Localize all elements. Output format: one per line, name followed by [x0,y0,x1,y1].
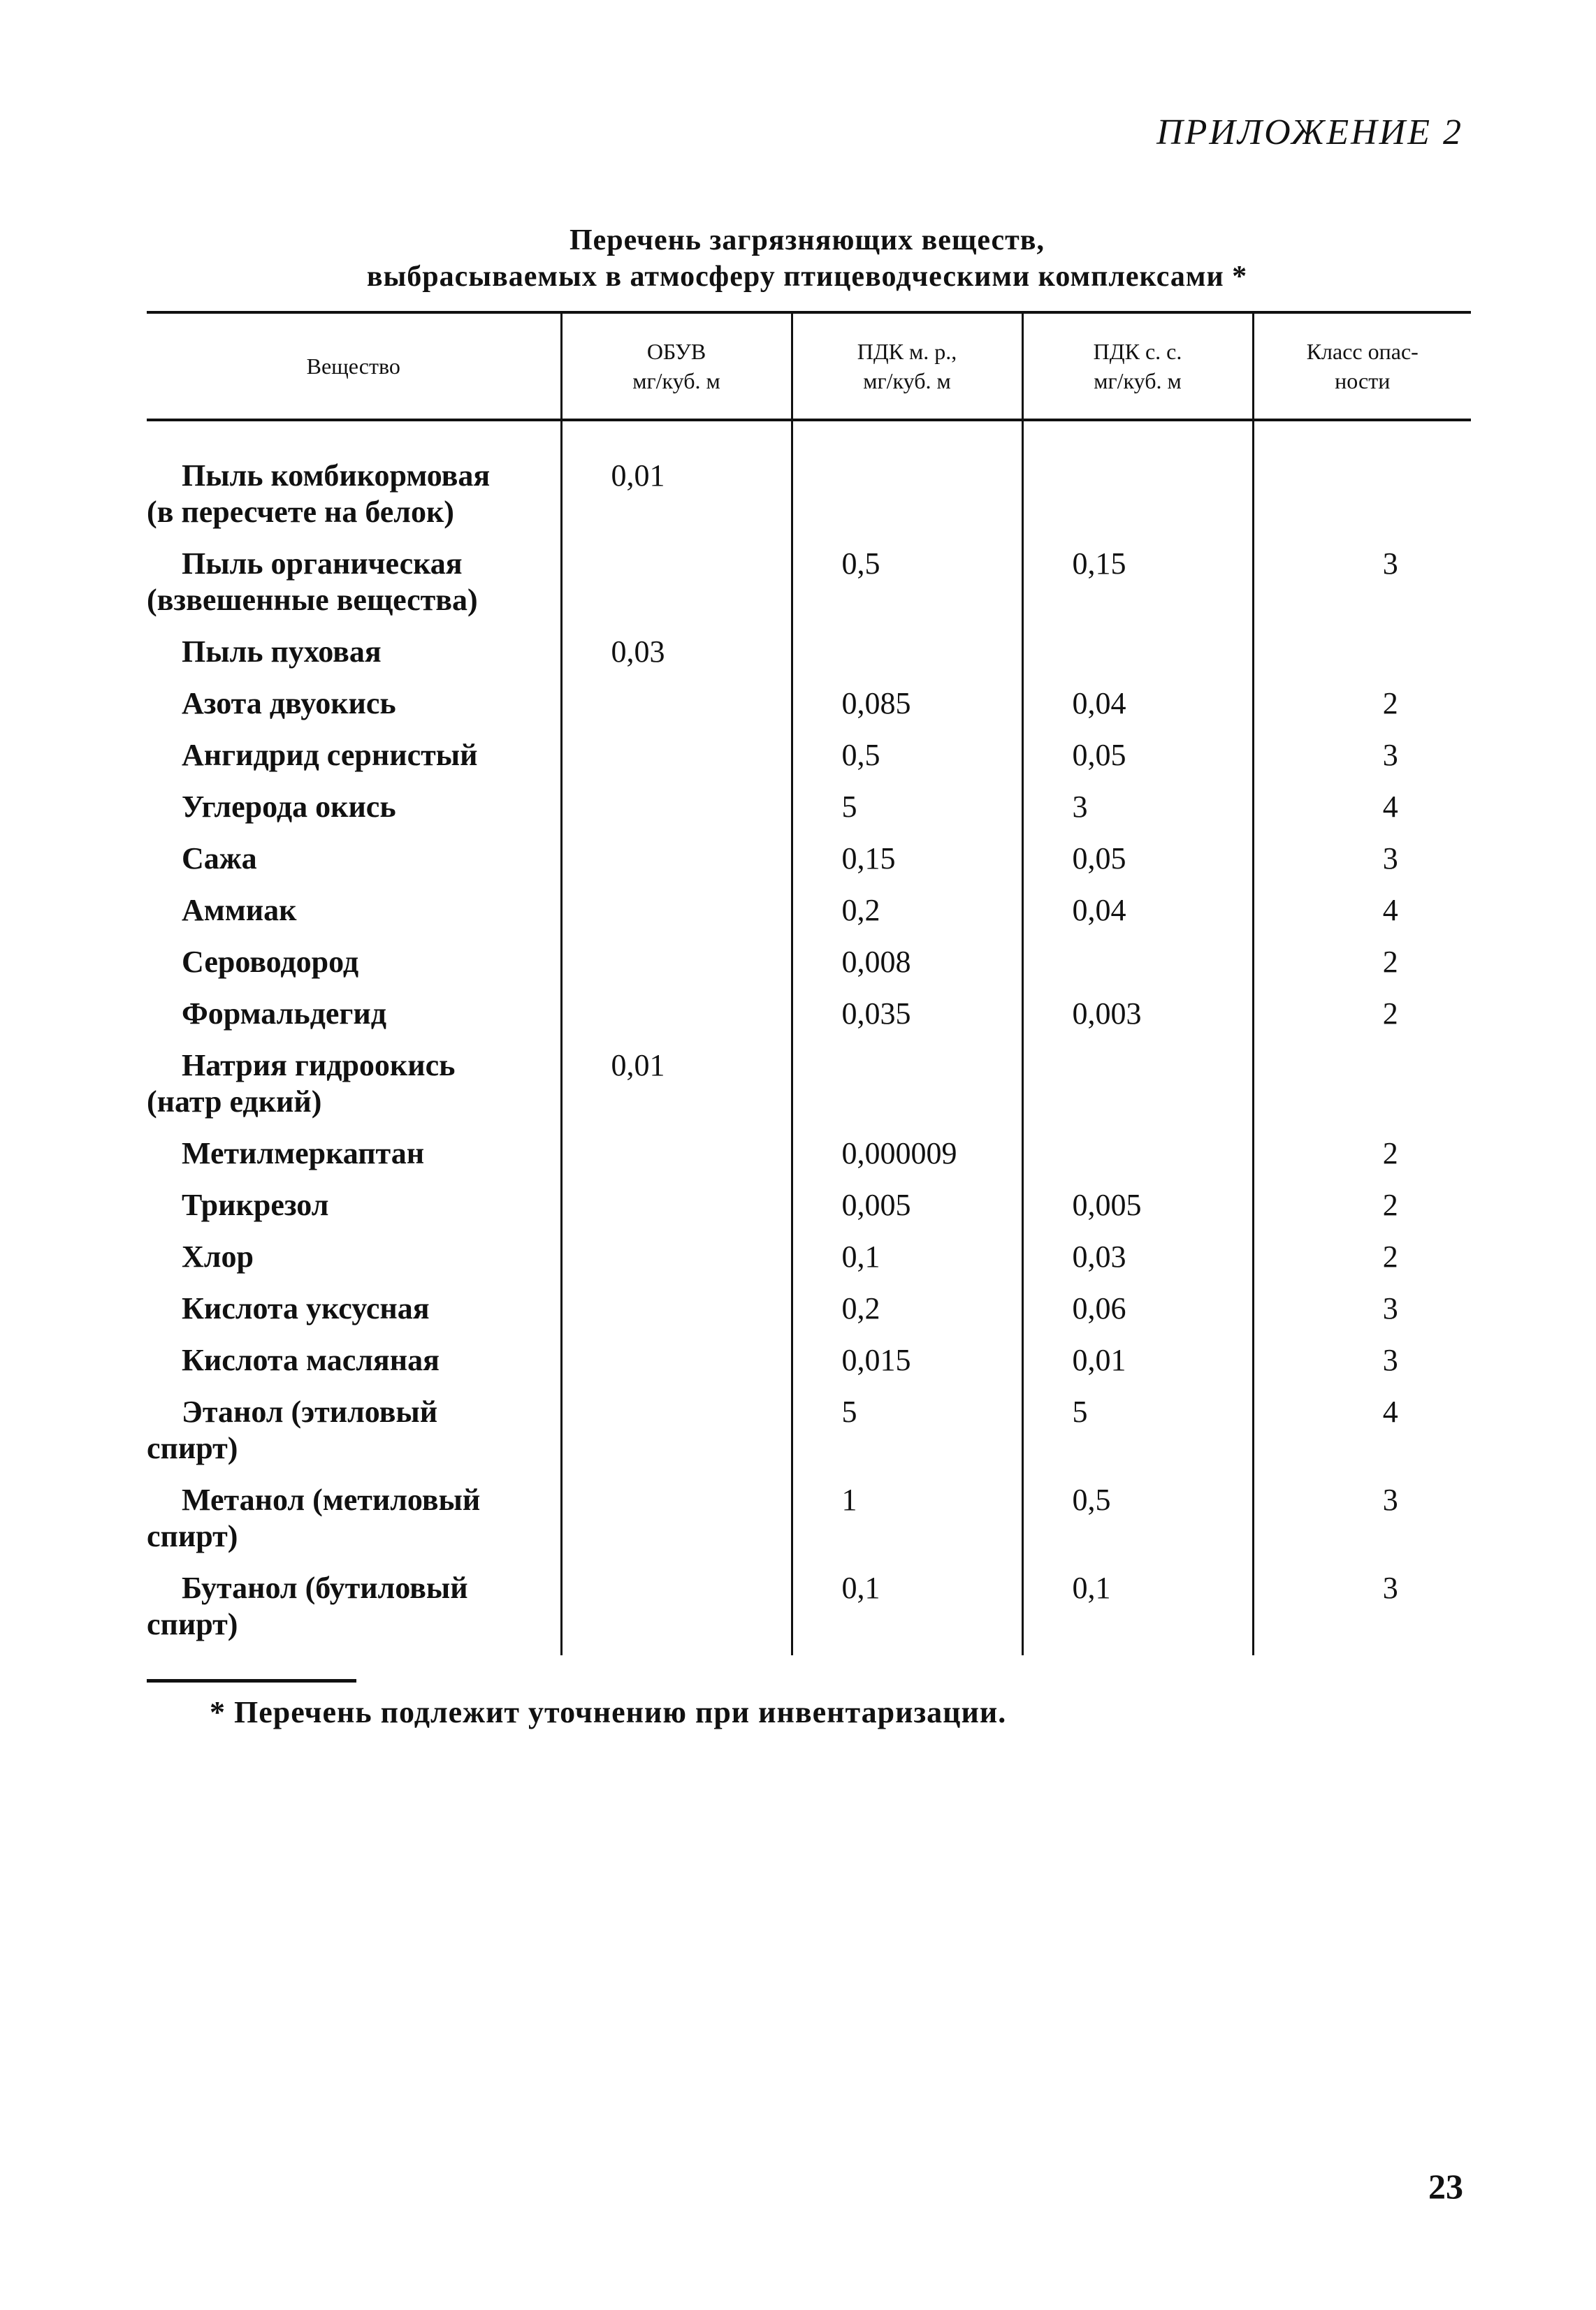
obuv-cell: 0,01 [561,455,792,543]
substance-cell [147,1567,561,1655]
substance-name-line2: (натр едкий) [147,1084,322,1119]
header-pdk-mr-line2: мг/куб. м [863,368,951,393]
hazard-class-cell: 3 [1253,1479,1471,1567]
substance-name [147,841,560,877]
hazard-class-cell: 3 [1253,1567,1471,1655]
substance-name [147,1482,560,1555]
pdk-mr-cell: 0,015 [792,1339,1022,1391]
hazard-class-cell: 3 [1253,543,1471,631]
header-hazard-class-line1: Класс опас- [1306,339,1419,364]
substance-cell [147,734,561,786]
substance-cell [147,838,561,889]
hazard-class-cell: 3 [1253,734,1471,786]
substance-cell [147,631,561,683]
hazard-class-cell: 3 [1253,1339,1471,1391]
header-pdk-ss-line1: ПДК с. с. [1093,339,1182,364]
hazard-class-cell: 2 [1253,941,1471,993]
substance-name-line1: Метилмеркаптан [182,1136,425,1170]
pdk-ss-cell: 0,04 [1022,683,1253,734]
table-row [147,1567,1471,1655]
pdk-mr-cell: 0,1 [792,1567,1022,1655]
substance-name-line1: Пыль комбикормовая [182,458,491,493]
pdk-mr-cell [792,1045,1022,1133]
substance-name [147,1187,560,1223]
substance-name-line2: спирт) [147,1519,238,1553]
pdk-ss-cell: 0,05 [1022,734,1253,786]
substance-name [147,1342,560,1379]
pdk-ss-cell: 0,03 [1022,1236,1253,1288]
hazard-class-cell [1253,455,1471,543]
pollutants-table [147,311,1471,1655]
header-pdk-ss-line2: мг/куб. м [1094,368,1182,393]
table-title [147,222,1467,295]
pdk-mr-cell: 0,5 [792,543,1022,631]
substance-name-line1: Формальдегид [182,996,386,1031]
substance-name [147,996,560,1032]
appendix-label: ПРИЛОЖЕНИЕ 2 [1156,112,1463,152]
header-pdk-mr [792,312,1022,420]
hazard-class-cell: 3 [1253,838,1471,889]
page-number: 23 [1428,2167,1463,2206]
hazard-class-cell [1253,1045,1471,1133]
substance-name-line2: спирт) [147,1431,238,1465]
table-row [147,1391,1471,1479]
substance-name-line1: Натрия гидроокись [182,1048,456,1082]
pdk-mr-cell: 1 [792,1479,1022,1567]
pdk-ss-cell: 0,06 [1022,1288,1253,1339]
table-row [147,1479,1471,1567]
pdk-mr-cell: 0,1 [792,1236,1022,1288]
table-row [147,1236,1471,1288]
substance-cell [147,543,561,631]
pdk-ss-cell: 0,04 [1022,889,1253,941]
obuv-cell [561,1236,792,1288]
pdk-mr-cell: 0,2 [792,1288,1022,1339]
header-hazard-class-line2: ности [1335,368,1391,393]
hazard-class-cell: 4 [1253,889,1471,941]
obuv-cell [561,838,792,889]
table-row [147,1045,1471,1133]
substance-cell [147,1391,561,1479]
substance-name-line1: Углерода окись [182,790,396,824]
substance-cell [147,889,561,941]
obuv-cell [561,786,792,838]
pdk-ss-cell [1022,631,1253,683]
pdk-mr-cell: 0,005 [792,1184,1022,1236]
title-line-1: Перечень загрязняющих веществ, [570,224,1045,256]
table-body [147,420,1471,1655]
header-substance [147,312,561,420]
pdk-mr-cell: 0,035 [792,993,1022,1045]
table-row [147,455,1471,543]
hazard-class-cell: 2 [1253,1133,1471,1184]
hazard-class-cell [1253,631,1471,683]
pdk-mr-cell: 0,15 [792,838,1022,889]
pdk-mr-cell: 0,000009 [792,1133,1022,1184]
table-row [147,889,1471,941]
substance-name [147,1394,560,1467]
obuv-cell [561,543,792,631]
substance-cell [147,1236,561,1288]
substance-cell [147,941,561,993]
substance-name-line1: Азота двуокись [182,686,396,720]
substance-name [147,737,560,773]
obuv-cell [561,1288,792,1339]
substance-name-line1: Пыль органическая [182,546,463,581]
substance-cell [147,786,561,838]
substance-name [147,634,560,670]
hazard-class-cell: 2 [1253,993,1471,1045]
obuv-cell [561,889,792,941]
substance-name [147,1239,560,1275]
pdk-ss-cell: 0,01 [1022,1339,1253,1391]
substance-name-line1: Сажа [182,841,257,876]
obuv-cell [561,1479,792,1567]
hazard-class-cell: 4 [1253,786,1471,838]
footnote: * Перечень подлежит уточнению при инвентаризации. [210,1695,1007,1729]
obuv-cell [561,683,792,734]
table-row [147,1339,1471,1391]
substance-name-line1: Хлор [182,1240,254,1274]
substance-name [147,685,560,722]
pdk-mr-cell: 5 [792,1391,1022,1479]
substance-name [147,944,560,980]
pdk-mr-cell: 5 [792,786,1022,838]
obuv-cell [561,1567,792,1655]
pdk-mr-cell: 0,008 [792,941,1022,993]
table-row [147,1133,1471,1184]
pdk-ss-cell: 5 [1022,1391,1253,1479]
pdk-ss-cell: 3 [1022,786,1253,838]
pdk-ss-cell: 0,05 [1022,838,1253,889]
substance-cell [147,455,561,543]
table-spacer [147,420,1471,455]
hazard-class-cell: 4 [1253,1391,1471,1479]
table-row [147,838,1471,889]
table-row [147,543,1471,631]
table-row [147,631,1471,683]
pdk-ss-cell [1022,1045,1253,1133]
substance-cell [147,1133,561,1184]
substance-name [147,546,560,618]
hazard-class-cell: 3 [1253,1288,1471,1339]
table-row [147,993,1471,1045]
substance-name [147,892,560,929]
obuv-cell [561,1391,792,1479]
title-line-2: выбрасываемых в атмосферу птицеводческими комплексами * [366,261,1248,293]
obuv-cell [561,1184,792,1236]
pdk-ss-cell [1022,1133,1253,1184]
header-pdk-mr-line1: ПДК м. р., [857,339,957,364]
substance-name [147,458,560,530]
pdk-ss-cell: 0,003 [1022,993,1253,1045]
pdk-ss-cell: 0,005 [1022,1184,1253,1236]
substance-cell [147,1045,561,1133]
substance-cell [147,1339,561,1391]
obuv-cell [561,993,792,1045]
header-pdk-ss [1022,312,1253,420]
substance-name [147,1570,560,1643]
substance-name-line1: Аммиак [182,893,297,927]
obuv-cell [561,734,792,786]
pdk-ss-cell: 0,5 [1022,1479,1253,1567]
pdk-mr-cell: 0,085 [792,683,1022,734]
substance-name-line1: Трикрезол [182,1188,329,1222]
hazard-class-cell: 2 [1253,683,1471,734]
substance-cell [147,993,561,1045]
pdk-mr-cell [792,455,1022,543]
header-obuv [561,312,792,420]
footnote-rule [147,1679,356,1683]
pdk-mr-cell: 0,5 [792,734,1022,786]
obuv-cell: 0,03 [561,631,792,683]
substance-name-line2: (в пересчете на белок) [147,495,454,529]
header-obuv-line2: мг/куб. м [632,368,720,393]
obuv-cell [561,941,792,993]
substance-name-line2: (взвешенные вещества) [147,583,478,617]
table-row [147,786,1471,838]
substance-name [147,1047,560,1120]
substance-name-line2: спирт) [147,1607,238,1641]
substance-name-line1: Сероводород [182,945,359,979]
table-row [147,734,1471,786]
pdk-ss-cell [1022,941,1253,993]
hazard-class-cell: 2 [1253,1236,1471,1288]
substance-name-line1: Бутанол (бутиловый [182,1571,468,1605]
pdk-ss-cell [1022,455,1253,543]
table-row [147,1184,1471,1236]
table-header-row [147,312,1471,420]
hazard-class-cell: 2 [1253,1184,1471,1236]
pdk-ss-cell: 0,15 [1022,543,1253,631]
substance-name-line1: Кислота уксусная [182,1291,430,1325]
header-obuv-line1: ОБУВ [646,339,706,364]
pdk-mr-cell: 0,2 [792,889,1022,941]
table-row [147,941,1471,993]
substance-name-line1: Пыль пуховая [182,634,382,669]
table-row [147,683,1471,734]
obuv-cell: 0,01 [561,1045,792,1133]
header-substance-label: Вещество [306,354,400,379]
substance-name [147,1135,560,1172]
substance-cell [147,683,561,734]
substance-cell [147,1479,561,1567]
substance-name-line1: Ангидрид сернистый [182,738,478,772]
substance-name [147,789,560,825]
obuv-cell [561,1339,792,1391]
substance-name-line1: Этанол (этиловый [182,1395,438,1429]
pdk-ss-cell: 0,1 [1022,1567,1253,1655]
substance-name-line1: Кислота масляная [182,1343,440,1377]
table-row [147,1288,1471,1339]
substance-name [147,1291,560,1327]
obuv-cell [561,1133,792,1184]
substance-cell [147,1184,561,1236]
pdk-mr-cell [792,631,1022,683]
substance-name-line1: Метанол (метиловый [182,1483,481,1517]
header-hazard-class [1253,312,1471,420]
substance-cell [147,1288,561,1339]
